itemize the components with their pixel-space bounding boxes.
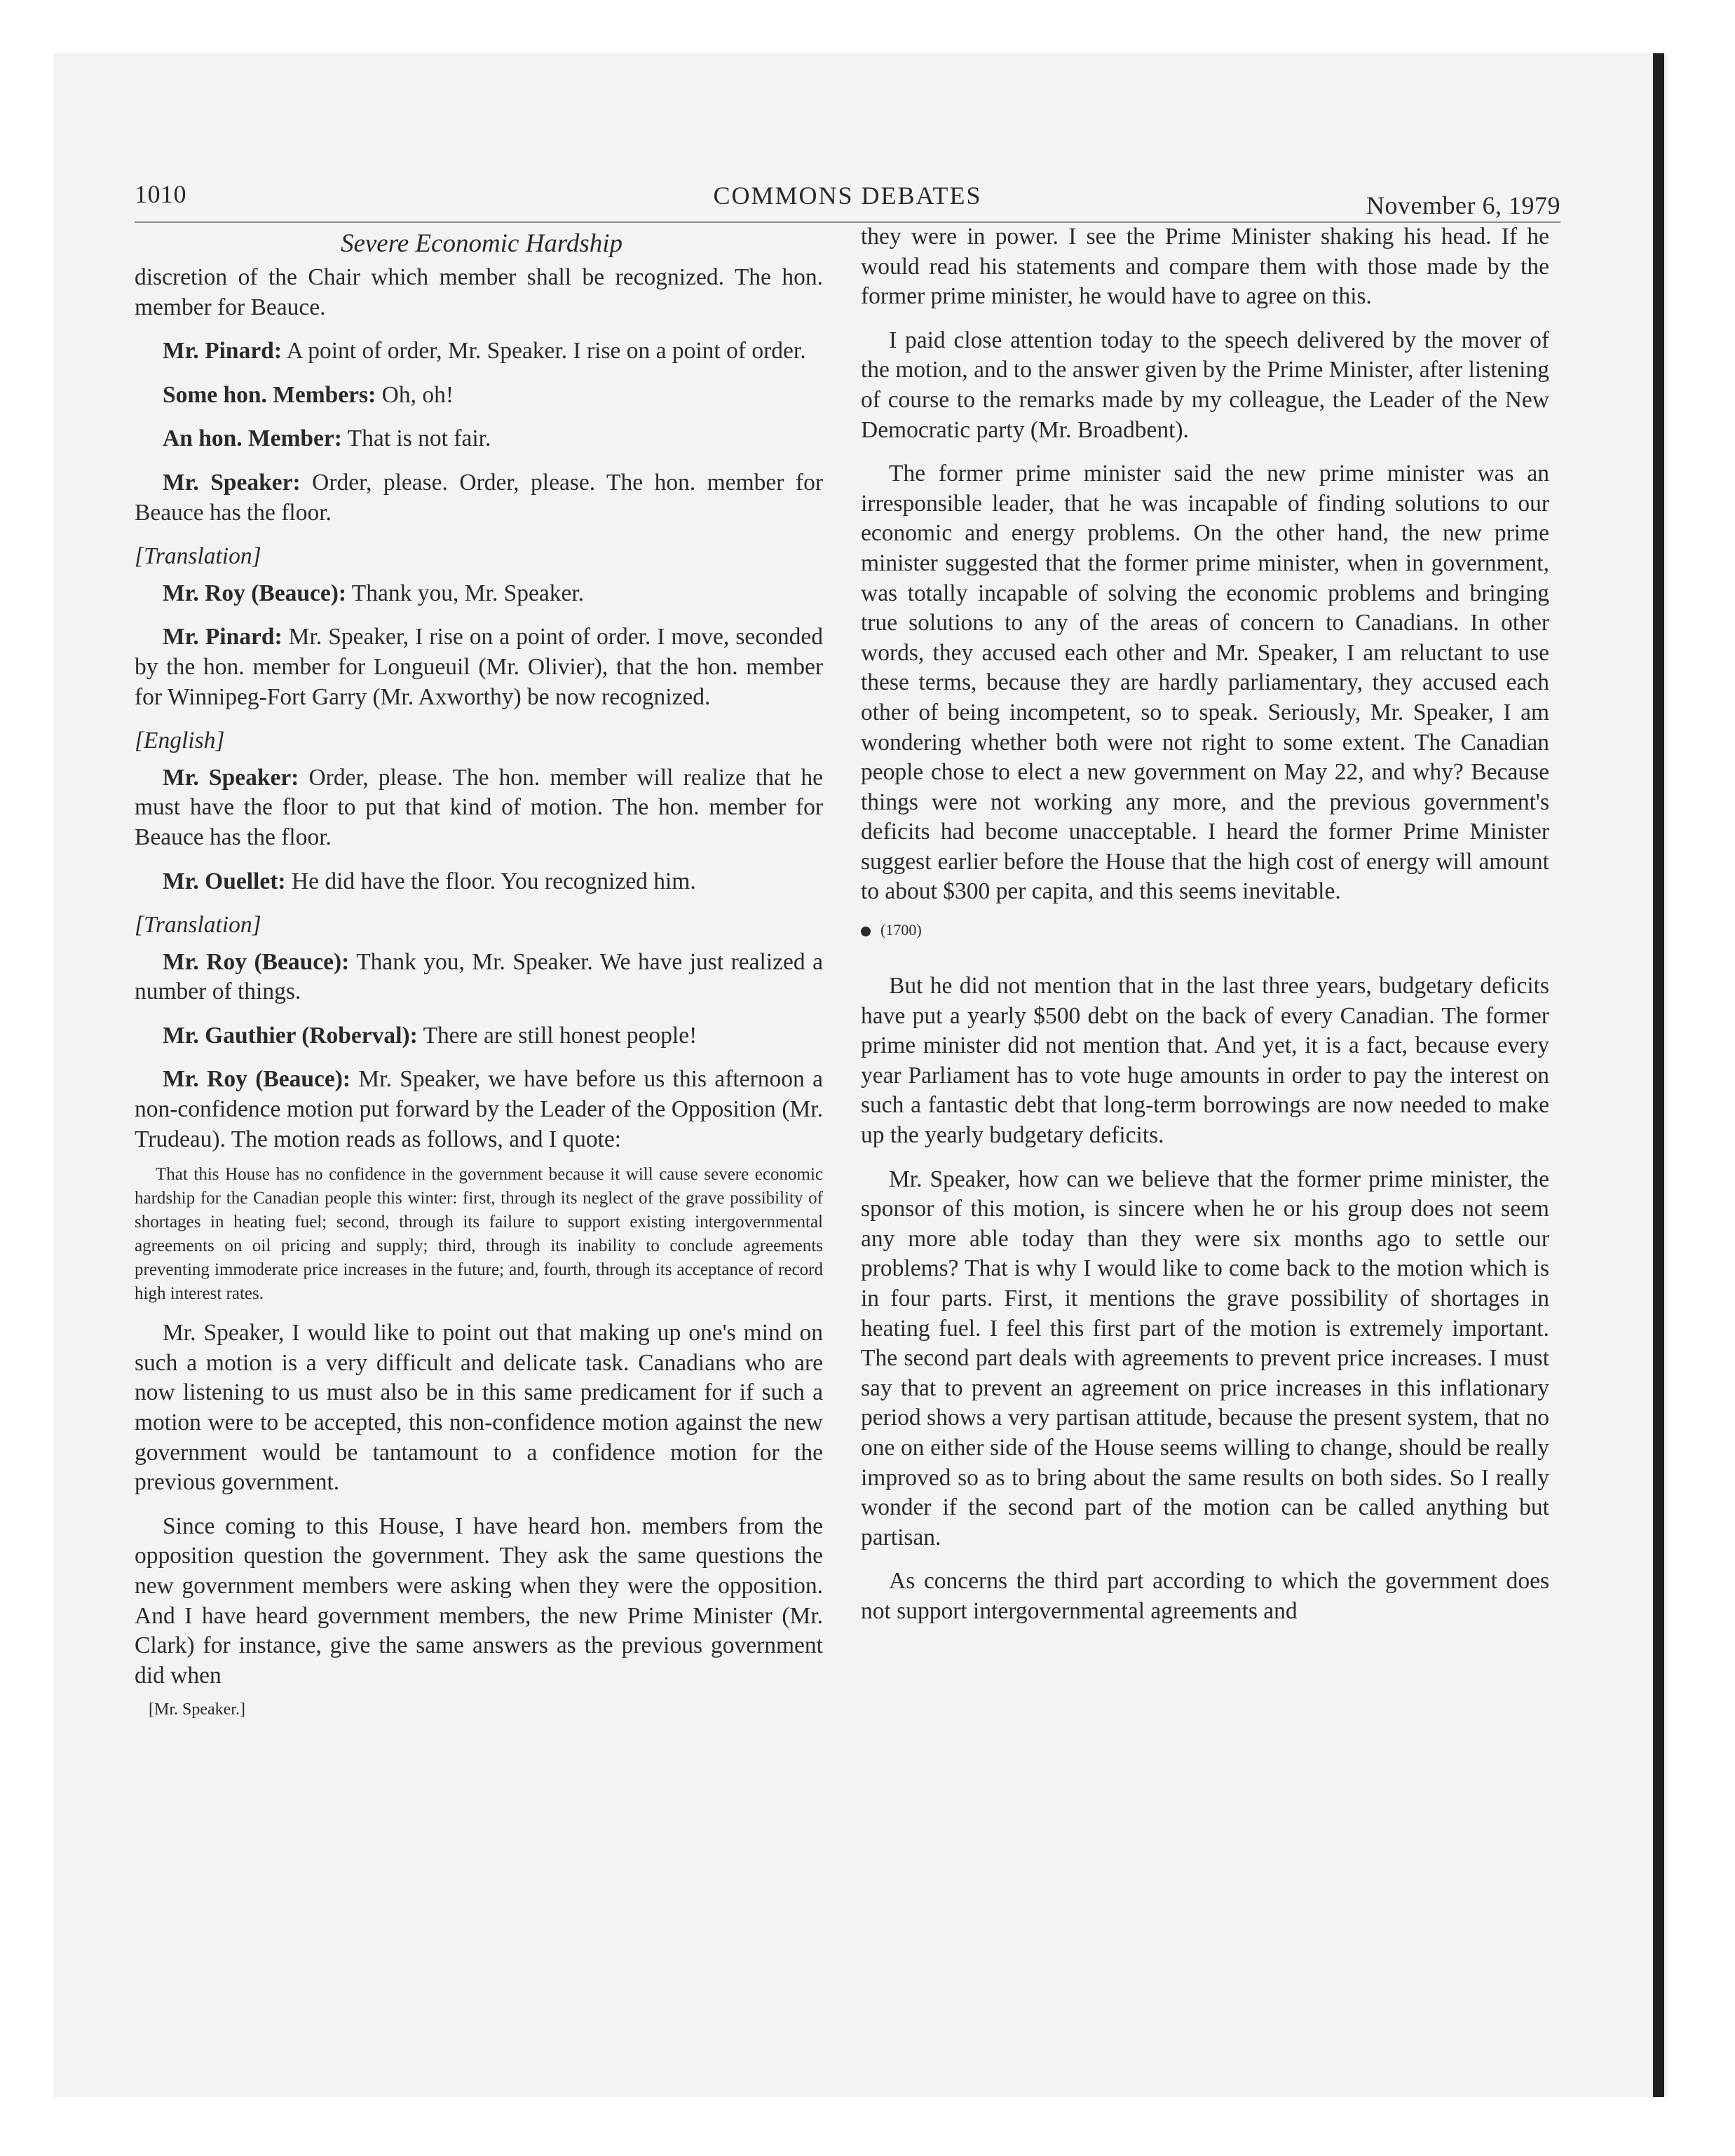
speaker-footnote: [Mr. Speaker.] [149,1700,245,1719]
speaker-name: Mr. Roy (Beauce): [163,1066,351,1093]
speech-paragraph [135,1021,823,1051]
speech-text: Thank you, Mr. Speaker. We have just realized a number of things. [135,948,824,1005]
speech-text: Thank you, Mr. Speaker. [346,580,585,606]
speech-paragraph [135,867,823,897]
right-column [861,222,1549,1641]
language-marker: [Translation] [135,543,261,570]
paragraph: The former prime minister said the new prime minister was an irresponsible leader, that he was incapable of finding solutions to our economic and energy problems. On the other hand, the new prime minister suggested that the former prime minister, when in government, was totally incapable of solving the economic problems and bringing true solutions to any of the areas of concern to Canadians. In other words, they accused each other and Mr. Speaker, I am reluctant to use these terms, because they are hardly parliamentary, they accused each other of being incompetent, so to speak. Seriously, Mr. Speaker, I am wondering whether both were not right to some extent. The Canadian people chose to elect a new government on May 22, and why? Because things were not working any more, and the previous government's deficits had become unacceptable. I heard the former Prime Minister suggest earlier before the House that the high cost of energy will amount to about $300 per capita, and this seems inevitable. [861,460,1549,905]
issue-date: November 6, 1979 [1366,191,1560,219]
speech-paragraph [135,579,823,609]
paragraph: they were in power. I see the Prime Minister shaking his head. If he would read his statements and compare them with those made by the former prime minister, he would have to agree on this. [861,224,1549,310]
page-number: 1010 [135,180,186,208]
speaker-name: Mr. Speaker: [163,764,299,791]
speech-paragraph [135,468,823,528]
speech-text: He did have the floor. You recognized him. [285,868,696,894]
document-page [135,179,1560,1719]
time-marker-text: (1700) [880,921,922,939]
speech-paragraph [135,948,823,1007]
paragraph: I paid close attention today to the speech delivered by the mover of the motion, and to the answer given by the Prime Minister, after listening of course to the remarks made by my colleague, the Leader of the New Democratic party (Mr. Broadbent). [861,327,1549,443]
paragraph: But he did not mention that in the last three years, budgetary deficits have put a yearly $500 debt on the back of every Canadian. The former prime minister did not mention that. And yet, it is a fact, because every year Parliament has to vote huge amounts in order to pay the interest on such a fantastic debt that long-term borrowings are now needed to make up the yearly budgetary deficits. [861,973,1549,1149]
page-edge-shadow [1653,53,1664,2097]
running-header [135,179,1560,223]
speech-paragraph [135,336,823,367]
journal-title: COMMONS DEBATES [713,182,982,210]
speech-text: Mr. Speaker, we have before us this afternoon a non-confidence motion put forward by the Leader of the Opposition (Mr. Trudeau). The motion reads as follows, and I quote: [135,1066,823,1152]
speech-paragraph [135,622,823,712]
speaker-name: Mr. Gauthier (Roberval): [163,1022,418,1049]
speech-paragraph [135,1065,823,1154]
speech-text: Mr. Speaker, I rise on a point of order. I move, seconded by the hon. member for Longueuil (Mr. Olivier), that the hon. member for Winnipeg-Fort Garry (Mr. Axworthy) be now recognized. [135,624,823,710]
speech-text: Order, please. The hon. member will realize that he must have the floor to put that kind of motion. The hon. member for Beauce has the floor. [135,764,823,850]
paragraph: Mr. Speaker, I would like to point out that making up one's mind on such a motion is a very difficult and delicate task. Canadians who are now listening to us must also be in this same predicament for if such a motion were to be accepted, this non-confidence motion against the new government would be tantamount to a confidence motion for the previous government. [135,1320,823,1496]
speaker-name: Mr. Roy (Beauce): [163,948,350,975]
speech-text: A point of order, Mr. Speaker. I rise on a point of order. [281,338,806,364]
section-title: Severe Economic Hardship [340,229,623,258]
language-marker: [English] [135,728,225,754]
bullet-icon [861,927,871,936]
speech-text: There are still honest people! [417,1022,698,1049]
speech-text: Oh, oh! [376,381,454,408]
paragraph: discretion of the Chair which member shall be recognized. The hon. member for Beauce. [135,264,823,320]
speaker-name: An hon. Member: [163,425,342,452]
speech-text: That is not fair. [341,425,491,452]
speaker-name: Mr. Ouellet: [163,868,286,894]
motion-quote: That this House has no confidence in the government because it will cause severe economic hardship for the Canadian people this winter: first, through its neglect of the grave possibility of shortages in heating fuel; second, through its failure to support existing intergovernmental agreements on oil pricing and supply; third, through its inability to conclude agreements preventing immoderate price increases in the future; and, fourth, through its acceptance of record high interest rates. [135,1165,823,1304]
time-marker [861,921,1549,939]
speech-paragraph [135,381,823,411]
speech-text: Order, please. Order, please. The hon. member for Beauce has the floor. [135,469,823,526]
paragraph: As concerns the third part according to which the government does not support intergovernmental agreements and [861,1568,1549,1624]
paragraph: Since coming to this House, I have heard hon. members from the opposition question the government. They ask the same questions the new government members were asking when they were the opposition. And I have heard government members, the new Prime Minister (Mr. Clark) for instance, give the same answers as the previous government did when [135,1513,823,1688]
speaker-name: Some hon. Members: [163,381,376,408]
left-column [135,263,823,1719]
speaker-name: Mr. Pinard: [163,338,282,364]
speaker-name: Mr. Roy (Beauce): [163,580,347,606]
speech-paragraph [135,763,823,853]
speaker-name: Mr. Pinard: [163,624,283,650]
speech-paragraph [135,424,823,454]
speaker-name: Mr. Speaker: [163,469,301,496]
language-marker: [Translation] [135,912,261,939]
paragraph: Mr. Speaker, how can we believe that the former prime minister, the sponsor of this motion, is sincere when he or his group does not seem any more able today than they were six months ago to settle our problems? That is why I would like to come back to the motion which is in four parts. First, it mentions the grave possibility of shortages in heating fuel. I feel this first part of the motion is extremely important. The second part deals with agreements to prevent price increases. I must say that to prevent an agreement on price increases in this inflationary period shows a very partisan attitude, because the present system, that no one on either side of the House seems willing to change, should be really improved so as to bring about the same results on both sides. So I really wonder if the second part of the motion can be called anything but partisan. [861,1166,1549,1550]
